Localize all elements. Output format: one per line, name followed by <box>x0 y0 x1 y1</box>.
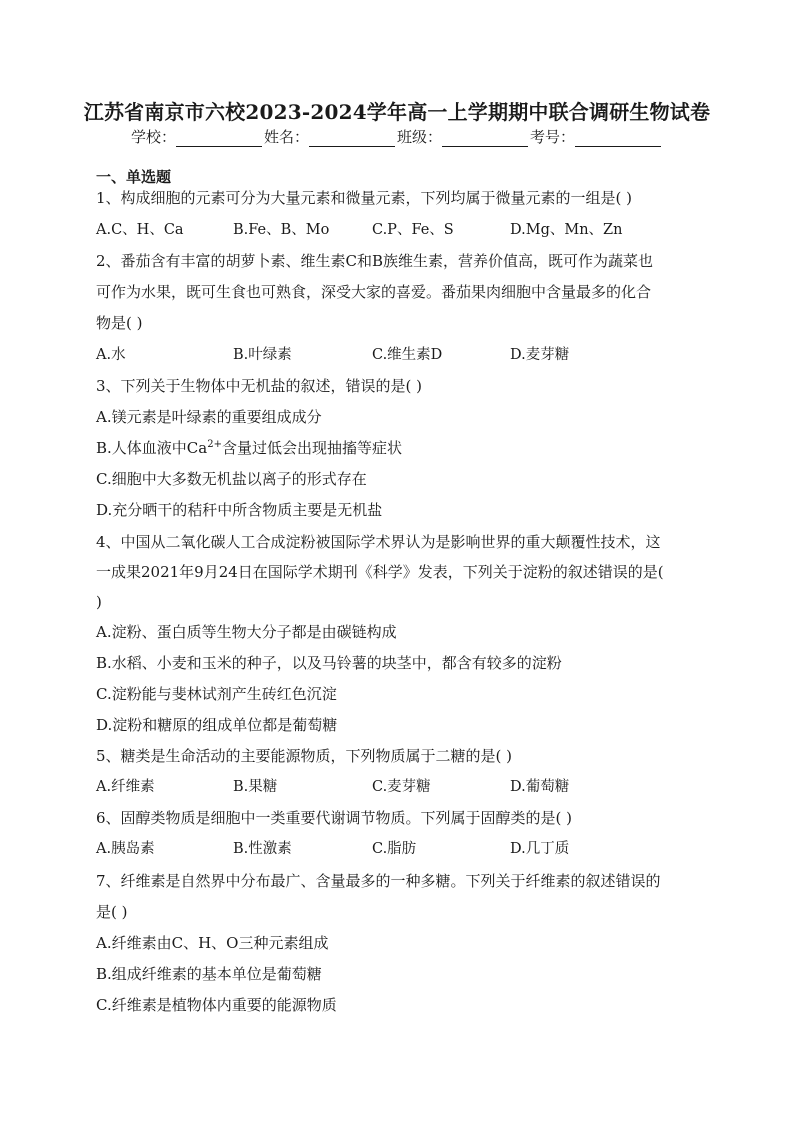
question-1-option-d[interactable]: D.Mg、Mn、Zn <box>510 222 623 238</box>
question-1-option-b[interactable]: B.Fe、B、Mo <box>233 222 330 238</box>
exam-title: 江苏省南京市六校2023-2024学年高一上学期期中联合调研生物试卷 <box>83 100 711 124</box>
question-4-stem-line-2: 一成果2021年9月24日在国际学术期刊《科学》发表，下列关于淀粉的叙述错误的是( <box>96 563 664 581</box>
question-1-option-a[interactable]: A.C、H、Ca <box>96 222 184 238</box>
question-7-option-b[interactable]: B.组成纤维素的基本单位是葡萄糖 <box>96 965 322 983</box>
question-4-stem-line-1: 4、中国从二氧化碳人工合成淀粉被国际学术界认为是影响世界的重大颠覆性技术，这 <box>96 533 661 551</box>
question-4-option-d[interactable]: D.淀粉和糖原的组成单位都是葡萄糖 <box>96 716 338 734</box>
class-label: 班级： <box>397 128 443 146</box>
student-info-line <box>0 126 794 147</box>
question-5-option-c[interactable]: C.麦芽糖 <box>372 779 431 795</box>
question-2-option-d[interactable]: D.麦芽糖 <box>510 347 570 363</box>
question-2-stem-line-3: 物是( ) <box>96 314 143 332</box>
class-blank[interactable] <box>442 131 528 147</box>
question-7-stem-line-1: 7、纤维素是自然界中分布最广、含量最多的一种多糖。下列关于纤维素的叙述错误的 <box>96 872 661 890</box>
name-label: 姓名： <box>263 128 309 146</box>
question-1-option-c[interactable]: C.P、Fe、S <box>372 222 454 238</box>
question-3-option-b-post: 含量过低会出现抽搐等症状 <box>221 439 402 457</box>
question-7-stem-line-2: 是( ) <box>96 903 128 921</box>
question-4-option-b[interactable]: B.水稻、小麦和玉米的种子，以及马铃薯的块茎中，都含有较多的淀粉 <box>96 654 562 672</box>
calcium-charge-superscript: 2+ <box>207 439 222 450</box>
question-7-option-c[interactable]: C.纤维素是植物体内重要的能源物质 <box>96 996 337 1014</box>
question-6-stem: 6、固醇类物质是细胞中一类重要代谢调节物质。下列属于固醇类的是( ) <box>96 809 573 827</box>
question-3-option-b-pre: B.人体血液中Ca <box>96 439 208 457</box>
question-2-option-c[interactable]: C.维生素D <box>372 347 443 363</box>
question-5-option-a[interactable]: A.纤维素 <box>96 779 155 795</box>
number-label: 考号： <box>530 128 576 146</box>
number-blank[interactable] <box>575 131 661 147</box>
question-1-stem: 1、构成细胞的元素可分为大量元素和微量元素，下列均属于微量元素的一组是( ) <box>96 189 633 207</box>
question-4-option-a[interactable]: A.淀粉、蛋白质等生物大分子都是由碳链构成 <box>96 623 397 641</box>
question-6-option-b[interactable]: B.性激素 <box>233 841 292 857</box>
school-blank[interactable] <box>176 131 262 147</box>
question-3-option-a[interactable]: A.镁元素是叶绿素的重要组成成分 <box>96 408 322 426</box>
question-4-option-c[interactable]: C.淀粉能与斐林试剂产生砖红色沉淀 <box>96 685 337 703</box>
question-6-option-a[interactable]: A.胰岛素 <box>96 841 155 857</box>
name-blank[interactable] <box>309 131 395 147</box>
question-6-option-c[interactable]: C.脂肪 <box>372 841 417 857</box>
school-label: 学校： <box>130 128 176 146</box>
question-3-option-c[interactable]: C.细胞中大多数无机盐以离子的形式存在 <box>96 470 367 488</box>
question-5-stem: 5、糖类是生命活动的主要能源物质，下列物质属于二糖的是( ) <box>96 747 513 765</box>
question-2-stem-line-1: 2、番茄含有丰富的胡萝卜素、维生素C和B族维生素，营养价值高，既可作为蔬菜也 <box>96 252 654 270</box>
question-6-option-d[interactable]: D.几丁质 <box>510 841 570 857</box>
section-heading: 一、单选题 <box>96 168 172 186</box>
question-5-option-d[interactable]: D.葡萄糖 <box>510 779 570 795</box>
question-3-option-d[interactable]: D.充分晒干的秸秆中所含物质主要是无机盐 <box>96 501 383 519</box>
question-2-option-a[interactable]: A.水 <box>96 347 126 363</box>
question-2-stem-line-2: 可作为水果，既可生食也可熟食，深受大家的喜爱。番茄果肉细胞中含量最多的化合 <box>96 283 652 301</box>
question-3-option-b[interactable] <box>96 438 402 458</box>
question-3-stem: 3、下列关于生物体中无机盐的叙述，错误的是( ) <box>96 377 423 395</box>
question-5-option-b[interactable]: B.果糖 <box>233 779 278 795</box>
question-4-stem-line-3: ) <box>96 593 102 611</box>
question-7-option-a[interactable]: A.纤维素由C、H、O三种元素组成 <box>96 934 329 952</box>
question-2-option-b[interactable]: B.叶绿素 <box>233 347 292 363</box>
